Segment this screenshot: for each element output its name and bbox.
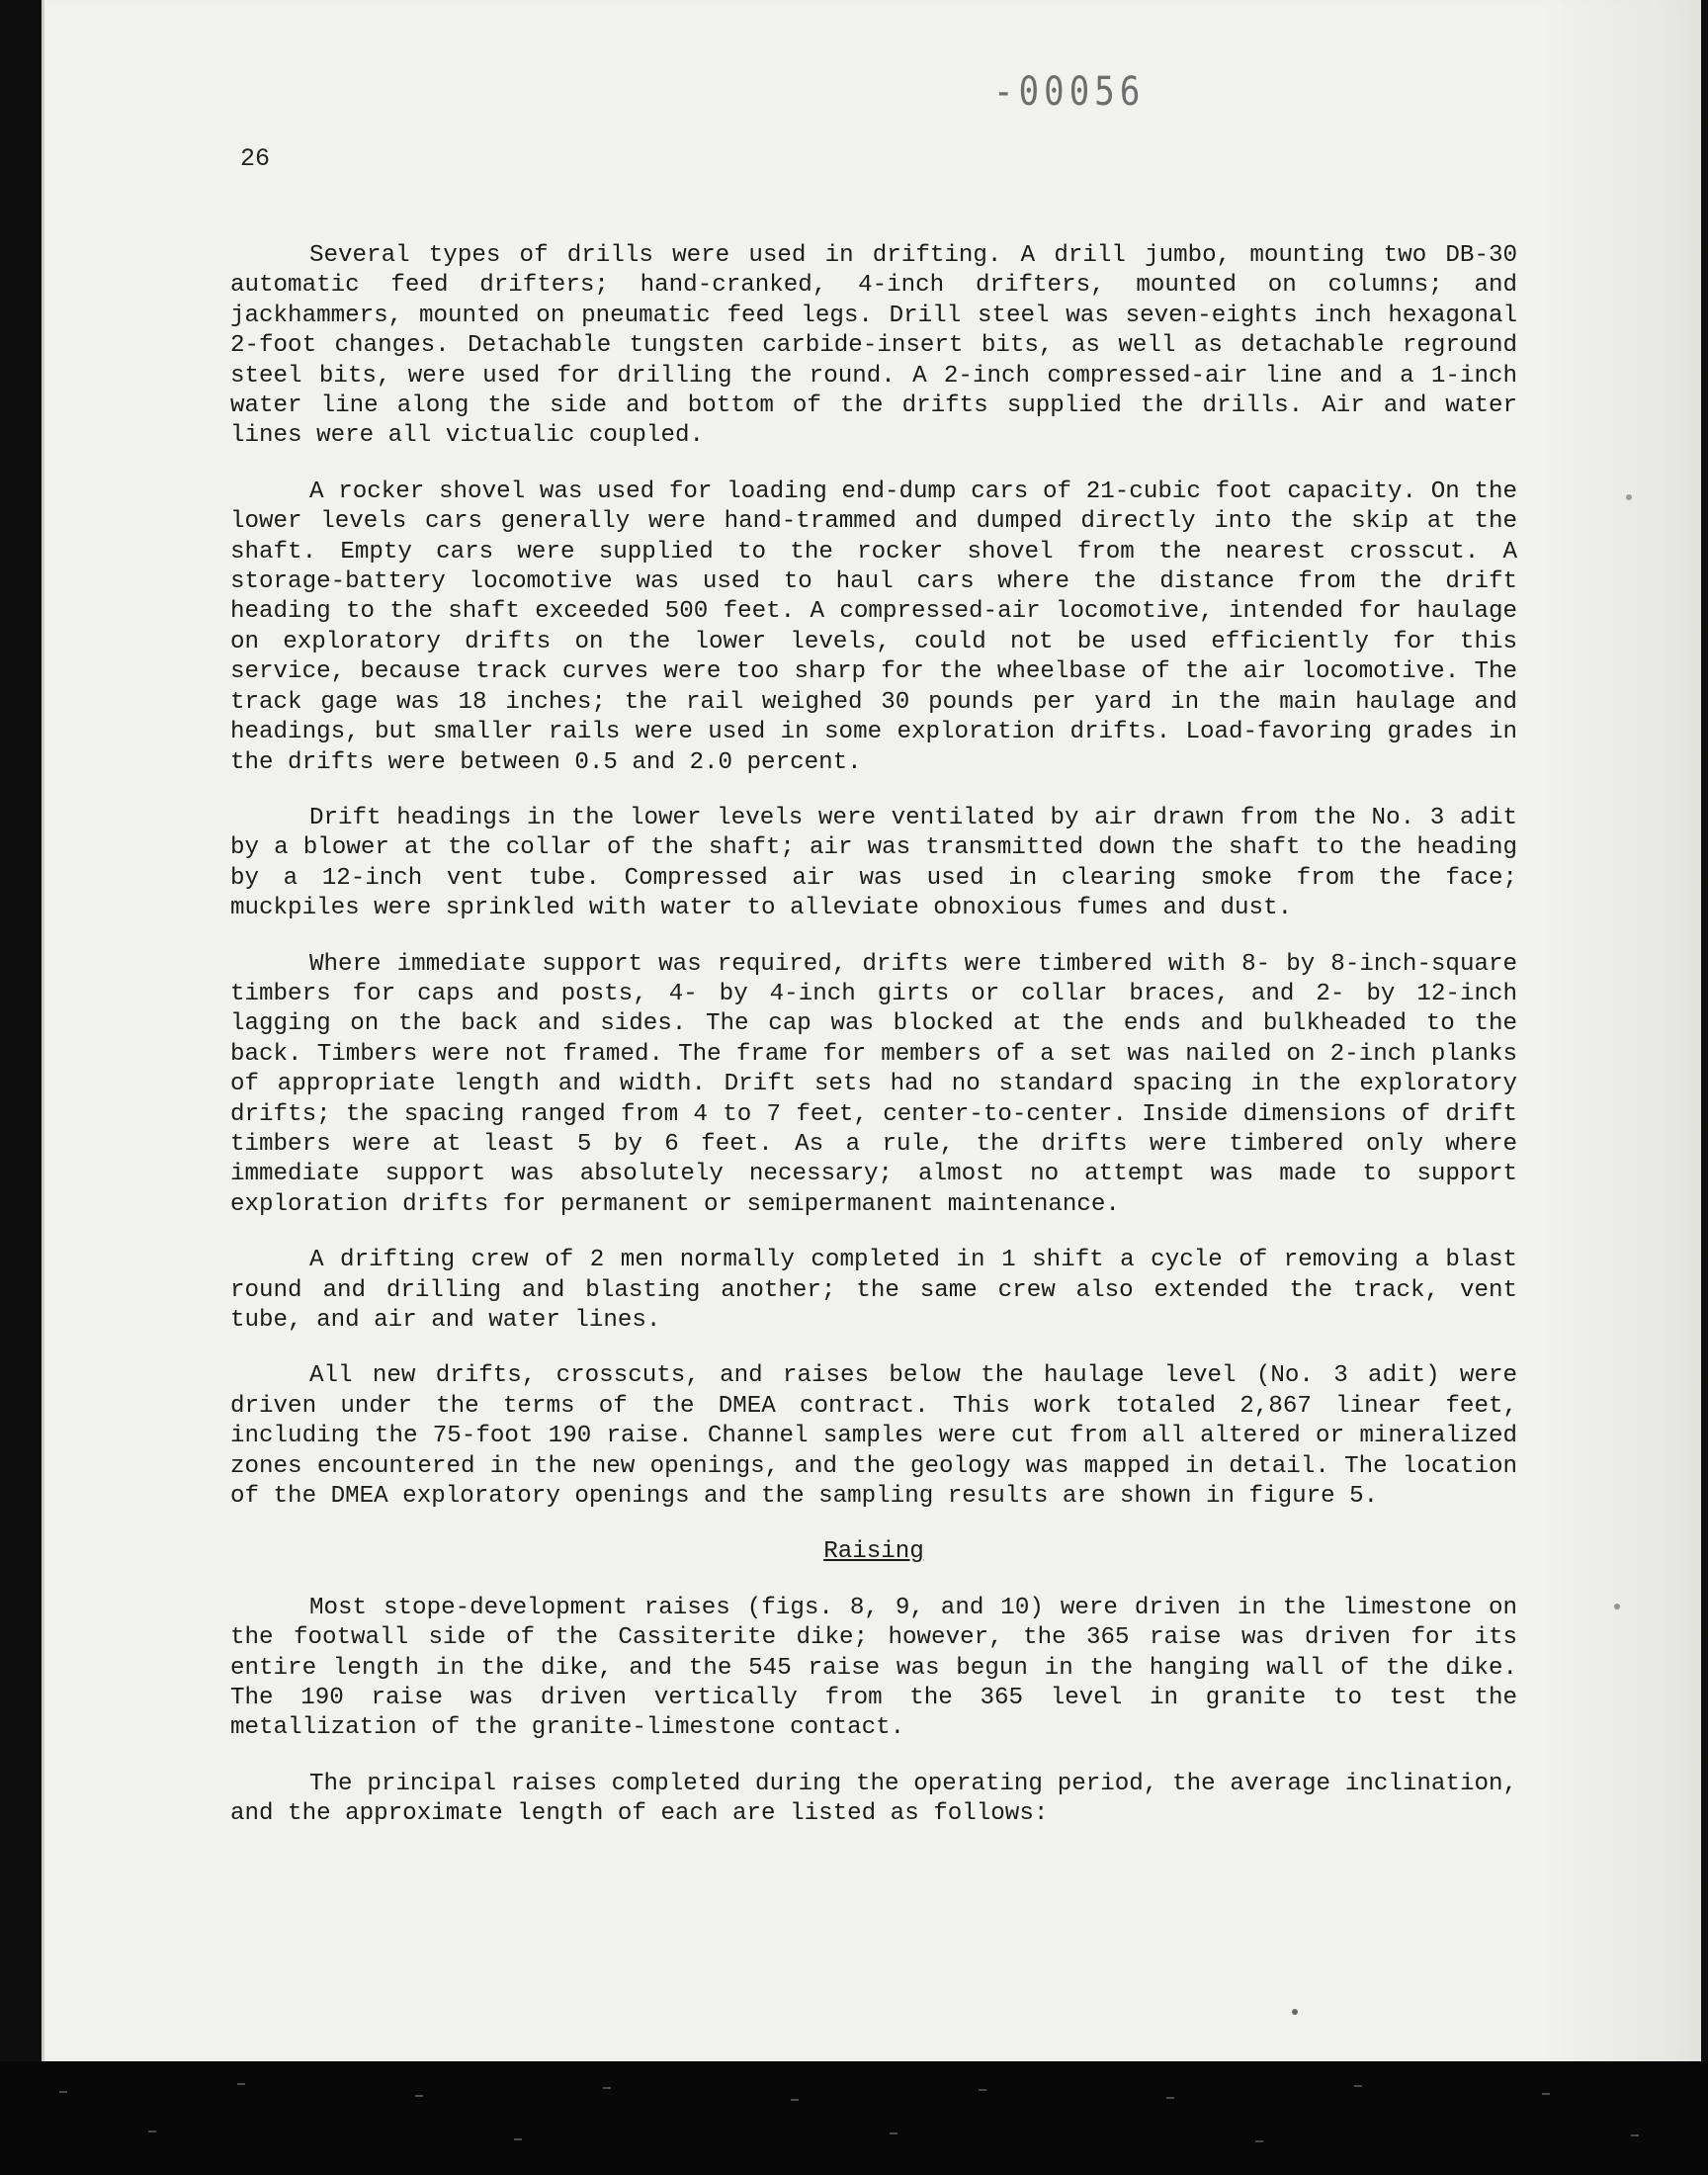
paragraph-ventilation: Drift headings in the lower levels were ventilated by air drawn from the No. 3 adit by a blower at the collar of the shaft; air was transmitted down the shaft to the heading by a 12-inch vent tube. Compressed air was used in clearing smoke from the face; muckpiles were sprinkled with water to alleviate obnoxious fumes and dust. <box>230 804 1517 922</box>
paragraph-raises: Most stope-development raises (figs. 8, 9, and 10) were driven in the limestone on the footwall side of the Cassiterite dike; however, the 365 raise was driven for its entire length in the dike, and the 545 raise was begun in the hanging wall of the dike. The 190 raise was driven vertically from the 365 level in granite to test the metallization of the granite-limestone contact. <box>230 1594 1517 1742</box>
scan-speck <box>1614 1604 1620 1610</box>
body-text <box>230 241 1517 1856</box>
scanner-mark <box>59 2091 67 2093</box>
scanner-mark <box>603 2087 611 2089</box>
scanner-mark <box>890 2132 897 2134</box>
paragraph-drifting-crew: A drifting crew of 2 men normally completed in 1 shift a cycle of removing a blast round and drilling and blasting another; the same crew also extended the track, vent tube, and air and water lines. <box>230 1247 1517 1334</box>
scanner-mark <box>148 2131 156 2132</box>
paragraph-drills: Several types of drills were used in drifting. A drill jumbo, mounting two DB-30 automatic feed drifters; hand-cranked, 4-inch drifters, mounted on columns; and jackhammers, mounted on pneumatic feed legs. Drill steel was seven-eights inch hexagonal 2-foot changes. Detachable tungsten carbide-insert bits, as well as detachable reground steel bits, were used for drilling the round. A 2-inch compressed-air line and a 1-inch water line along the side and bottom of the drifts supplied the drills. Air and water lines were all victualic coupled. <box>230 242 1517 450</box>
scanner-mark <box>1354 2085 1362 2087</box>
page-number: 26 <box>240 144 271 173</box>
scanner-mark <box>1631 2134 1639 2136</box>
scanner-bed <box>0 2061 1708 2175</box>
scanner-mark <box>1255 2140 1263 2142</box>
scanner-mark <box>237 2083 245 2085</box>
scan-speck <box>1292 2009 1298 2015</box>
paragraph-loading: A rocker shovel was used for loading end-dump cars of 21-cubic foot capacity. On the lower levels cars generally were hand-trammed and dumped directly into the skip at the shaft. Empty cars were supplied to the rocker shovel from the nearest crosscut. A storage-battery locomotive was used to haul cars where the distance from the drift heading to the shaft exceeded 500 feet. A compressed-air locomotive, intended for haulage on exploratory drifts on the lower levels, could not be used efficiently for this service, because track curves were too sharp for the wheelbase of the air locomotive. The track gage was 18 inches; the rail weighed 30 pounds per yard in the main haulage and headings, but smaller rails were used in some exploration drifts. Load-favoring grades in the drifts were between 0.5 and 2.0 percent. <box>230 478 1517 776</box>
scanner-mark <box>415 2095 423 2097</box>
scanner-mark <box>979 2089 986 2091</box>
section-heading-text: Raising <box>823 1538 924 1566</box>
scanner-mark <box>791 2099 799 2101</box>
scanner-mark <box>514 2138 522 2140</box>
document-stamp: -00056 <box>993 69 1146 115</box>
scan-speck <box>1626 494 1632 500</box>
scanner-mark <box>1542 2093 1550 2095</box>
section-heading <box>230 1537 1517 1567</box>
paragraph-dmea-contract: All new drifts, crosscuts, and raises below the haulage level (No. 3 adit) were driven under the terms of the DMEA contract. This work totaled 2,867 linear feet, including the 75-foot 190 raise. Channel samples were cut from all altered or mineralized zones encountered in the new openings, and the geology was mapped in detail. The location of the DMEA exploratory openings and the sampling results are shown in figure 5. <box>230 1362 1517 1511</box>
scanner-mark <box>1166 2097 1174 2099</box>
paragraph-timbering: Where immediate support was required, drifts were timbered with 8- by 8-inch-square timbers for caps and posts, 4- by 4-inch girts or collar braces, and 2- by 12-inch lagging on the back and sides. The cap was blocked at the ends and bulkheaded to the back. Timbers were not framed. The frame for members of a set was nailed on 2-inch planks of appropriate length and width. Drift sets had no standard spacing in the exploratory drifts; the spacing ranged from 4 to 7 feet, center-to-center. Inside dimensions of drift timbers were at least 5 by 6 feet. As a rule, the drifts were timbered only where immediate support was absolutely necessary; almost no attempt was made to support exploration drifts for permanent or semipermanent maintenance. <box>230 950 1517 1218</box>
document-page <box>42 0 1701 2061</box>
paragraph-principal-raises: The principal raises completed during the operating period, the average inclination, and the approximate length of each are listed as follows: <box>230 1770 1517 1828</box>
